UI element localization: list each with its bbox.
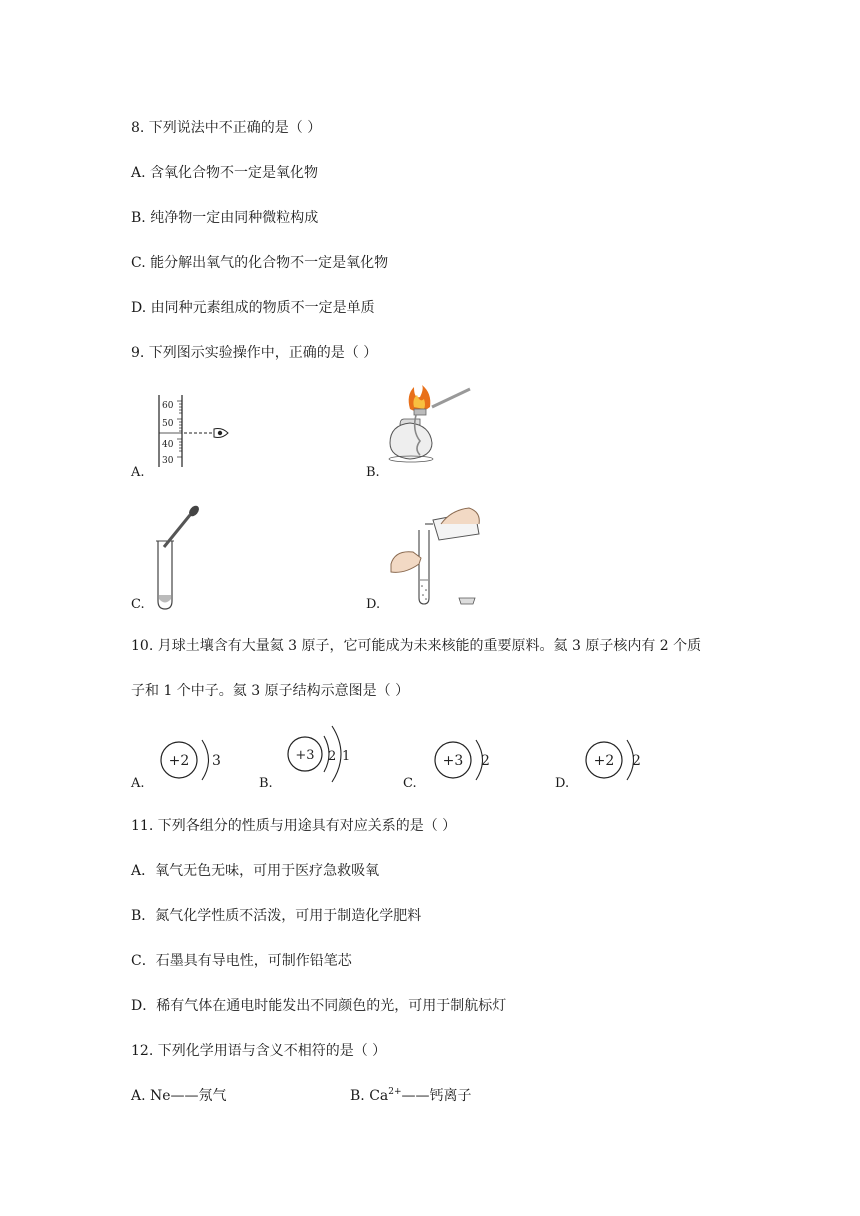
question-11-stem: 11. 下列各组分的性质与用途具有对应关系的是（ ） (131, 818, 457, 834)
question-12-stem: 12. 下列化学用语与含义不相符的是（ ） (131, 1043, 387, 1059)
cylinder-tick-30: 30 (162, 456, 174, 466)
atom-a-shell-1: 3 (212, 753, 221, 769)
question-8-option-c: C. 能分解出氧气的化合物不一定是氧化物 (131, 255, 389, 271)
dropper-test-tube-figure (150, 503, 210, 613)
cylinder-tick-40: 40 (162, 440, 174, 450)
atom-diagram-b (284, 722, 364, 786)
atom-diagram-d (582, 730, 652, 790)
atom-diagram-c (431, 730, 501, 790)
test-tube-icon (419, 530, 429, 604)
bottle-stopper-icon (459, 598, 475, 604)
question-9-stem: 9. 下列图示实验操作中，正确的是（ ） (131, 345, 378, 361)
atom-d-shell-1: 2 (632, 753, 641, 769)
atom-a-nucleus: +2 (168, 753, 190, 769)
lamp-neck-line (432, 389, 470, 407)
hand-icon (441, 508, 479, 524)
question-10-stem-line-1: 10. 月球土壤含有大量氦 3 原子，它可能成为未来核能的重要原料。氦 3 原子核内有 2 个质 (131, 638, 702, 654)
question-9-label-d: D. (366, 597, 381, 612)
atom-diagram-a (157, 730, 227, 790)
dropper-icon (164, 515, 190, 547)
atom-b-shell-1: 2 (328, 749, 337, 764)
atom-c-shell-1: 2 (481, 753, 490, 769)
graduated-cylinder-figure (150, 393, 240, 473)
question-9-label-c: C. (131, 597, 145, 612)
atom-b-nucleus: +3 (295, 748, 315, 763)
question-10-label-a: A. (131, 776, 145, 791)
question-10-stem-line-2: 子和 1 个中子。氦 3 原子结构示意图是（ ） (131, 683, 410, 699)
question-12-option-b (350, 1086, 472, 1106)
question-8-option-b: B. 纯净物一定由同种微粒构成 (131, 210, 319, 226)
question-10-label-c: C. (403, 776, 417, 791)
option-b-suffix: ——钙离子 (401, 1088, 472, 1104)
question-11-option-c: C．石墨具有导电性，可制作铅笔芯 (131, 953, 352, 969)
option-b-prefix: B. Ca (350, 1088, 389, 1104)
question-9-label-a: A. (131, 465, 145, 480)
atom-c-nucleus: +3 (442, 753, 464, 769)
atom-b-shell-2: 1 (342, 749, 351, 764)
question-11-option-b: B．氮气化学性质不活泼，可用于制造化学肥料 (131, 908, 422, 924)
question-8-stem: 8. 下列说法中不正确的是（ ） (131, 120, 322, 136)
question-12-option-a: A. Ne——氖气 (131, 1088, 227, 1104)
pouring-liquid-figure (385, 500, 485, 610)
question-10-label-d: D. (555, 776, 570, 791)
question-8-option-a: A. 含氧化合物不一定是氧化物 (131, 165, 319, 181)
question-11-option-a: A．氧气无色无味，可用于医疗急救吸氧 (131, 863, 380, 879)
question-8-option-d: D. 由同种元素组成的物质不一定是单质 (131, 300, 375, 316)
atom-d-nucleus: +2 (593, 753, 615, 769)
cylinder-tick-50: 50 (162, 419, 174, 429)
option-b-charge: 2+ (388, 1087, 402, 1097)
alcohol-lamp-figure (380, 385, 480, 475)
question-10-label-b: B. (259, 776, 273, 791)
question-9-label-b: B. (366, 465, 380, 480)
question-11-option-d: D．稀有气体在通电时能发出不同颜色的光，可用于制航标灯 (131, 998, 507, 1014)
cylinder-tick-60: 60 (162, 401, 174, 411)
